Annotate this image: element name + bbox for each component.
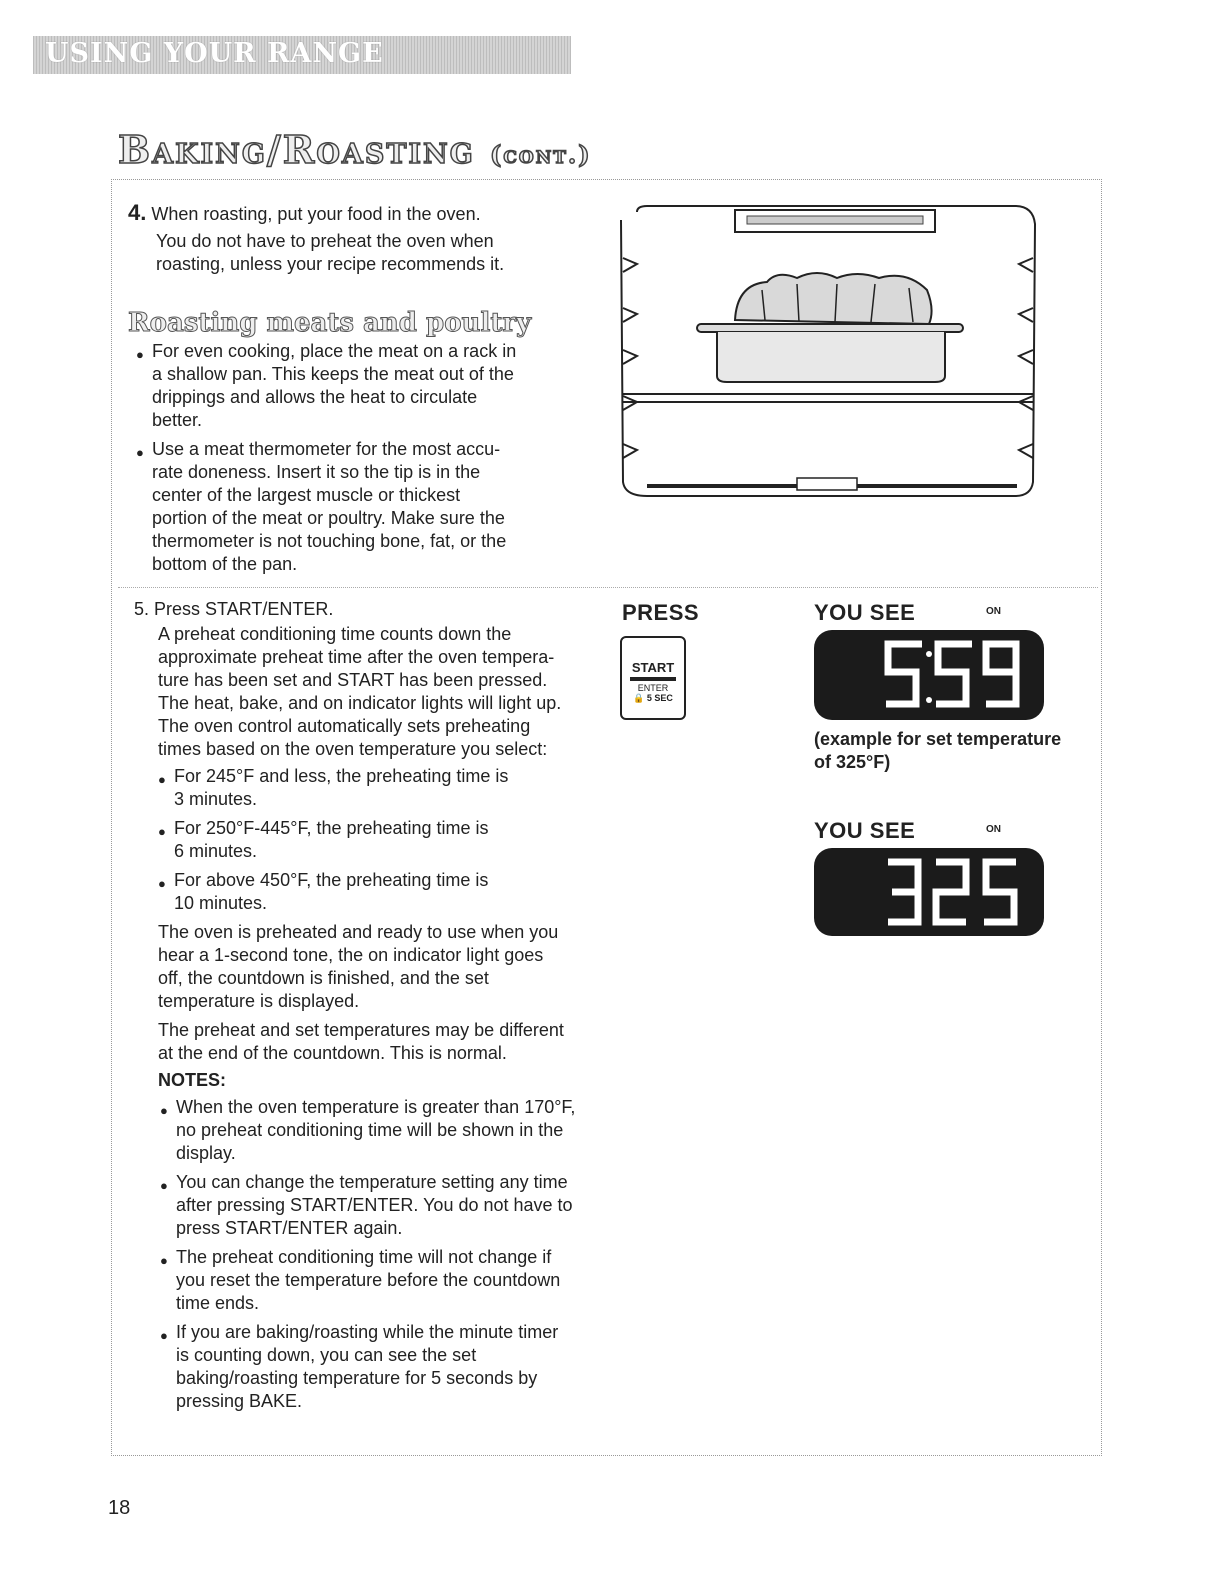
step5-block: 5. Press START/ENTER. A preheat conditioning time counts down the approximate preheat time after the oven tempera- ture has been set and START has been pressed. The heat, bake, and on indicator lights will light up. The oven control automatically sets preheating times based on the oven temperature you select: ● For 245°F and less, the preheating time is 3 minutes. ● For 250°F-445°F, the preheating time is 6 minutes. ● For above 450°F, the preheating time is 10 minutes. The oven is preheated and ready to use when you hear a 1-second tone, the on indicator light goes off, the countdown is finished, and the set temperature is displayed. The preheat and set temperatures may be different at the end of the countdown. This is normal. NOTES: ● When the oven temperature is greater than 170°F, no preheat conditioning time will be shown in the display. ● You can change the temperature setting any time after pressing START/ENTER. You do not have to press START/ENTER again. ● The preheat conditioning time will not change if you reset the temperature before the countdown time ends. ● If you are baking/roasting while the minute timer is counting down, you can see the set baking/roasting temperature for 5 seconds by pressing BAKE. bbox=[134, 598, 624, 1413]
page-title bbox=[118, 127, 592, 172]
on-indicator-label: ON bbox=[986, 606, 1001, 617]
header-title: USING YOUR RANGE bbox=[45, 38, 384, 69]
display-digits bbox=[814, 630, 1044, 720]
display-caption: (example for set temperature of 325°F) bbox=[814, 729, 1062, 772]
roasting-bullets bbox=[152, 340, 602, 576]
oven-display bbox=[814, 848, 1044, 936]
step5-number: 5. bbox=[134, 599, 150, 619]
step4-number: 4. bbox=[128, 200, 147, 225]
list-item: ● If you are baking/roasting while the minute timer is counting down, you can see the set baking/roasting temperature for 5 seconds by pressing BAKE. bbox=[176, 1321, 624, 1413]
lock-icon: 🔒 bbox=[633, 693, 645, 703]
list-item: ● The preheat conditioning time will not change if you reset the temperature before the countdown time ends. bbox=[176, 1246, 624, 1315]
on-indicator-label: ON bbox=[986, 824, 1001, 835]
list-item: ● For above 450°F, the preheating time is 10 minutes. bbox=[174, 869, 624, 915]
you-see-label: YOU SEE bbox=[814, 600, 916, 625]
list-item: ● When the oven temperature is greater than 170°F, no preheat conditioning time will be shown in the display. bbox=[176, 1096, 624, 1165]
title-text: Baking/Roasting bbox=[118, 127, 475, 172]
step4-block bbox=[128, 201, 598, 276]
notes-label: NOTES: bbox=[158, 1070, 227, 1090]
step4-para-line: You do not have to preheat the oven when bbox=[156, 231, 494, 251]
step4-line: When roasting, put your food in the oven. bbox=[151, 204, 481, 224]
title-suffix: (cont.) bbox=[490, 140, 592, 169]
section-divider bbox=[118, 587, 1098, 588]
list-item: ● You can change the temperature setting any time after pressing START/ENTER. You do not have to press START/ENTER again. bbox=[176, 1171, 624, 1240]
display-digits bbox=[814, 848, 1044, 936]
page-number: 18 bbox=[108, 1497, 131, 1519]
list-item: ● For even cooking, place the meat on a rack in a shallow pan. This keeps the meat out of the drippings and allows the heat to circulate better. bbox=[152, 340, 602, 432]
list-item: ● Use a meat thermometer for the most accu- rate doneness. Insert it so the tip is in the center of the largest muscle or thickest portion of the meat or poultry. Make sure the thermometer is not touching bone, fat, or the bottom of the pan. bbox=[152, 438, 602, 576]
you-see-label: YOU SEE bbox=[814, 818, 916, 843]
header-band bbox=[33, 36, 571, 74]
start-enter-button[interactable]: START ENTER 🔒 5 SEC bbox=[620, 636, 686, 720]
step4-para-line: roasting, unless your recipe recommends it. bbox=[156, 254, 505, 274]
step5-intro: Press START/ENTER. bbox=[154, 599, 334, 619]
list-item: ● For 245°F and less, the preheating time is 3 minutes. bbox=[174, 765, 624, 811]
list-item: ● For 250°F-445°F, the preheating time is 6 minutes. bbox=[174, 817, 624, 863]
press-label: PRESS bbox=[622, 600, 700, 625]
button-bar bbox=[630, 677, 676, 681]
oven-display bbox=[814, 630, 1044, 720]
oven-roasting-illustration bbox=[617, 200, 1047, 500]
roasting-subhead: Roasting meats and poultry bbox=[128, 308, 532, 338]
